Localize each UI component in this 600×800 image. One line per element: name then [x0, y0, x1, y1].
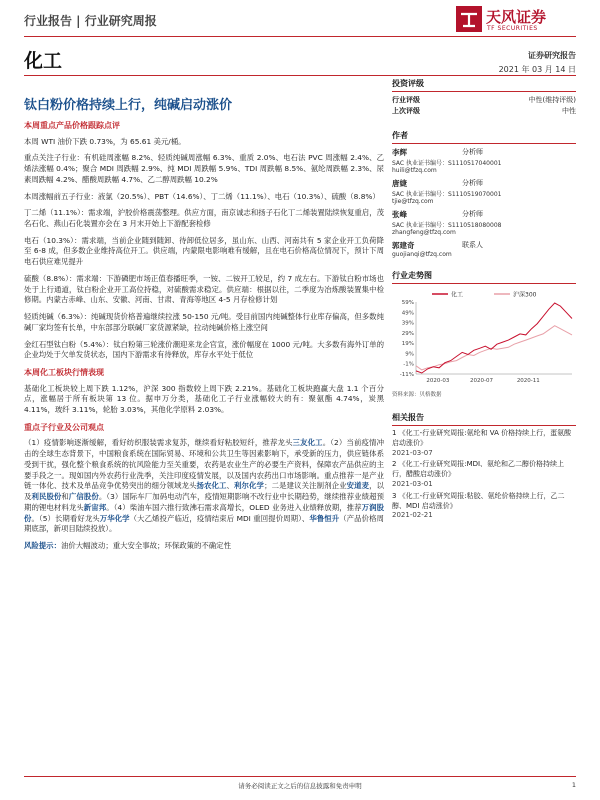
paragraph-titanium: 金红石型钛白粉（5.4%）：钛白粉第三轮涨价潮迎来龙企官宣，涨价幅度在 1000 元/吨。大多数有海外订单的企业均处于欠单发货状态，国内下游需求有待释放，库存水平处于低位 [24, 339, 384, 360]
related-title: 相关报告 [392, 412, 576, 426]
rating-value: 中性 [562, 107, 576, 115]
y-tick-label: 19% [401, 341, 414, 348]
author-license: SAC 执业证书编号：S1110518080008 [392, 222, 502, 229]
author-role: 联系人 [462, 241, 483, 249]
paragraph-oil: 本周 WTI 油价下跌 0.73%，为 65.61 美元/桶。 [24, 136, 186, 146]
related-report[interactable] [392, 460, 576, 489]
author-license: SAC 执业证书编号：S1110519070001 [392, 191, 502, 198]
industry-name: 化工 [24, 50, 63, 72]
author-license: SAC 执业证书编号：S1110517040001 [392, 160, 502, 167]
author-role: 分析师 [462, 148, 483, 156]
related-report[interactable] [392, 492, 576, 521]
paragraph-soda-ash: 轻质纯碱（6.3%）：纯碱现货价格普遍继续拉涨 50-150 元/吨。受目前国内纯碱整体行业库存偏高，但多数纯碱厂家均签有长单，中东部部分联碱厂家货源紧缺，拉动纯碱价格上涨空间 [24, 312, 384, 332]
header-divider [24, 36, 576, 37]
trend-title: 行业走势图 [392, 270, 576, 284]
paragraph-top5: 本周涨幅前五子行业：液氯（20.5%）、PBT（14.6%）、丁二烯（11.1%）、电石（10.3%）、硫酸（8.8%） [24, 191, 380, 201]
related-report[interactable] [392, 429, 576, 458]
paragraph-butadiene: 丁二烯（11.1%）：需求端，沪胶价格震荡整理。供应方面，南京诚志和扬子石化丁二烯装置陆续恢复重启，茂名石化、燕山石化装置亦会在 3 月末开始上下游配套检修 [24, 208, 384, 228]
related-report-title[interactable]: 2 《化工-行业研究周报:MDI、氨纶和乙二醇价格持续上行，醋酸启动涨价》 [392, 460, 565, 479]
text: 、 [226, 481, 235, 491]
author-email[interactable]: tjie@tfzq.com [392, 198, 434, 205]
text: （1）疫情影响逐渐缓解，看好纺织服装需求复苏，继续看好粘胶短纤，推荐龙头 [24, 438, 293, 448]
author-email[interactable]: guojianqi@tfzq.com [392, 251, 452, 258]
logo-text: 天风证券 [486, 8, 547, 26]
company-name: 新宙邦 [83, 502, 107, 512]
trend-chart [392, 288, 576, 388]
x-tick-label: 2020-03 [426, 378, 450, 384]
company-name: 利民股份 [31, 492, 62, 502]
y-tick-label: 49% [401, 310, 414, 317]
company-name: 万华化学 [99, 513, 130, 523]
trend-chart-svg [392, 288, 576, 388]
risk-label: 风险提示： [24, 541, 61, 551]
disclaimer: 请务必阅读正文之后的信息披露和免责申明 [238, 782, 362, 790]
related-report-date: 2021-03-07 [392, 448, 433, 457]
logo [456, 4, 596, 38]
text: 。（5）长期看好龙头 [31, 513, 100, 523]
legend-label: 化工 [451, 291, 464, 299]
title-divider [24, 75, 576, 76]
y-tick-label: 59% [401, 300, 414, 306]
report-type: 证券研究报告 [528, 51, 576, 60]
section-title-views: 重点子行业及公司观点 [24, 422, 104, 432]
rating-key: 行业评级 [392, 96, 420, 104]
author-name: 唐婕 [392, 179, 407, 188]
logo-subtext: TF SECURITIES [487, 25, 538, 32]
rating-value: 中性(维持评级) [528, 96, 576, 104]
section-title-prices: 本周重点产品价格跟踪点评 [24, 121, 120, 130]
text: 。（3）国际车厂加码电动汽车，疫情短期影响不改行业中长期趋势，继续推荐业绩超预期的锂电材料龙头 [24, 492, 384, 512]
paragraph-market: 基础化工板块较上周下跌 1.12%，沪深 300 指数较上周下跌 2.21%。基础化工板块跑赢大盘 1.1 个百分点，涨幅居于所有板块第 13 位。据申万分类，基础化工子行业涨幅较大的有：聚氨酯 4.74%，炭黑 4.11%，玻纤 3.11%，轮胎 3.03%，其他化学原料 2.03%。 [24, 383, 384, 415]
text: 。（2）当前疫情冲击的全球生态背景下，中国粮食系统在国际贸易、环境和公共卫生等因素影响下，承受新的压力，供应链体系受到干扰，强化整个粮食系统的抗风险能力至关重要，农药是农业生产的必要生产资料，保障农产品供应的主要手段之一。现如国内外农药行业洗季，关注印度疫情发展，以及国内农药出口市场影响。重点推荐一是产业链一体化、技术及单品竞争优势突出的细分领域龙头 [24, 438, 384, 491]
text: 和 [61, 492, 69, 502]
author-name: 张峰 [392, 210, 407, 219]
text: ；二是建议关注制剂企业 [264, 481, 347, 491]
author-email[interactable]: huili@tfzq.com [392, 167, 437, 174]
chart-source: 资料来源：贝格数据 [392, 392, 442, 398]
footer [24, 776, 576, 790]
company-name: 扬农化工 [196, 481, 227, 491]
risk-warning [24, 541, 384, 552]
rating-key: 上次评级 [392, 107, 420, 115]
company-name: 万润股份 [24, 502, 384, 523]
author-name: 李辉 [392, 148, 407, 157]
related-report-date: 2021-03-01 [392, 479, 433, 488]
author-card [392, 209, 576, 236]
x-tick-label: 2020-11 [516, 378, 540, 384]
authors-title: 作者 [392, 130, 576, 144]
y-tick-label: -1% [403, 361, 414, 368]
x-tick-label: 2020-07 [470, 378, 494, 384]
risk-text: 油价大幅波动；重大安全事故；环保政策的不确定性 [60, 541, 231, 551]
y-tick-label: -11% [399, 372, 414, 378]
related-report-title[interactable]: 3 《化工-行业研究周报:粘胶、氨纶价格持续上行，乙二醇、MDI 启动涨价》 [392, 491, 565, 510]
text: （产品价格周期底部，新项目陆续投放）。 [24, 513, 384, 534]
report-title: 钛白粉价格持续上行，纯碱启动涨价 [24, 98, 233, 113]
company-name: 华鲁恒升 [309, 513, 340, 523]
section-title-market: 本周化工板块行情表现 [24, 368, 104, 378]
rating-row [392, 106, 576, 116]
text: 。（4）柴油车国六推行致沸石需求高增长，OLED 业务进入业绩释放期，推荐 [106, 502, 362, 512]
author-role: 分析师 [462, 210, 483, 218]
report-category: 行业报告 | 行业研究周报 [24, 14, 157, 28]
paragraph-focus: 重点关注子行业：有机硅周涨幅 8.2%、轻质纯碱周涨幅 6.3%、重质 2.0%、电石法 PVC 周涨幅 2.4%、乙烯法涨幅 0.4%；聚合 MDI 周跌幅 2.9%、纯 MDI 周跌幅 5.9%、TDI 周跌幅 8.5%、氨纶周跌幅 2.3%、尿素周跌幅 4.2%、醋酸周跌幅 4.7%、乙二醇周跌幅 10.2% [24, 153, 384, 184]
series-line [416, 303, 572, 373]
paragraph-carbide: 电石（10.3%）：需求端，当前企业随到随卸、待卸低位居多，虽山东、山西、河南共有 5 家企业开工负荷降至 6-8 成，但多数企业维持高位开工。供应端，内蒙限电影响难有缓解，且在电石价格高位情况下，预计下周电石供应难见提升 [24, 235, 384, 267]
page-number: 1 [571, 781, 576, 789]
rating-title: 投资评级 [392, 78, 576, 92]
company-name: 广信股份 [68, 492, 99, 502]
company-name: 利尔化学 [234, 481, 265, 491]
paragraph-sulfuric-acid: 硫酸（8.8%）：需求端：下游磷肥市场正值春播旺季，一铵、二铵开工较足，约 7 成左右。下游钛白粉市场也处于上行通道，钛白粉企业开工高位持稳，对硫酸需求稳定。供应端：根据以往，二季度为冶炼酸装置集中检修期。内蒙古赤峰、山东、安徽、河南、甘肃、青海等地区 4-5 月存检修计划 [24, 273, 384, 305]
text: ，以及 [24, 481, 384, 502]
series-line [416, 326, 572, 370]
rating-row [392, 95, 576, 105]
author-card [392, 147, 576, 174]
author-role: 分析师 [462, 179, 483, 187]
y-tick-label: 29% [401, 330, 414, 337]
company-name: 安道麦 [346, 481, 370, 491]
related-report-date: 2021-02-21 [392, 511, 433, 520]
text: （大乙烯投产临近，疫情结束后 MDI 重回提价周期）、 [129, 513, 310, 523]
author-name: 郭建奇 [392, 241, 415, 250]
legend-label: 沪深300 [513, 291, 537, 299]
main-column [24, 120, 384, 558]
report-date: 2021 年 03 月 14 日 [498, 65, 576, 74]
y-tick-label: 9% [405, 351, 414, 358]
related-report-title[interactable]: 1 《化工-行业研究周报:氨纶和 VA 价格持续上行，蛋氨酸启动涨价》 [392, 429, 572, 447]
logo-icon [456, 6, 482, 32]
y-tick-label: 39% [401, 320, 414, 327]
author-card [392, 240, 576, 258]
company-name: 三友化工 [292, 438, 323, 448]
author-card [392, 178, 576, 205]
paragraph-views [24, 438, 384, 535]
sidebar [392, 78, 576, 523]
author-email[interactable]: zhangfeng@tfzq.com [392, 229, 456, 236]
